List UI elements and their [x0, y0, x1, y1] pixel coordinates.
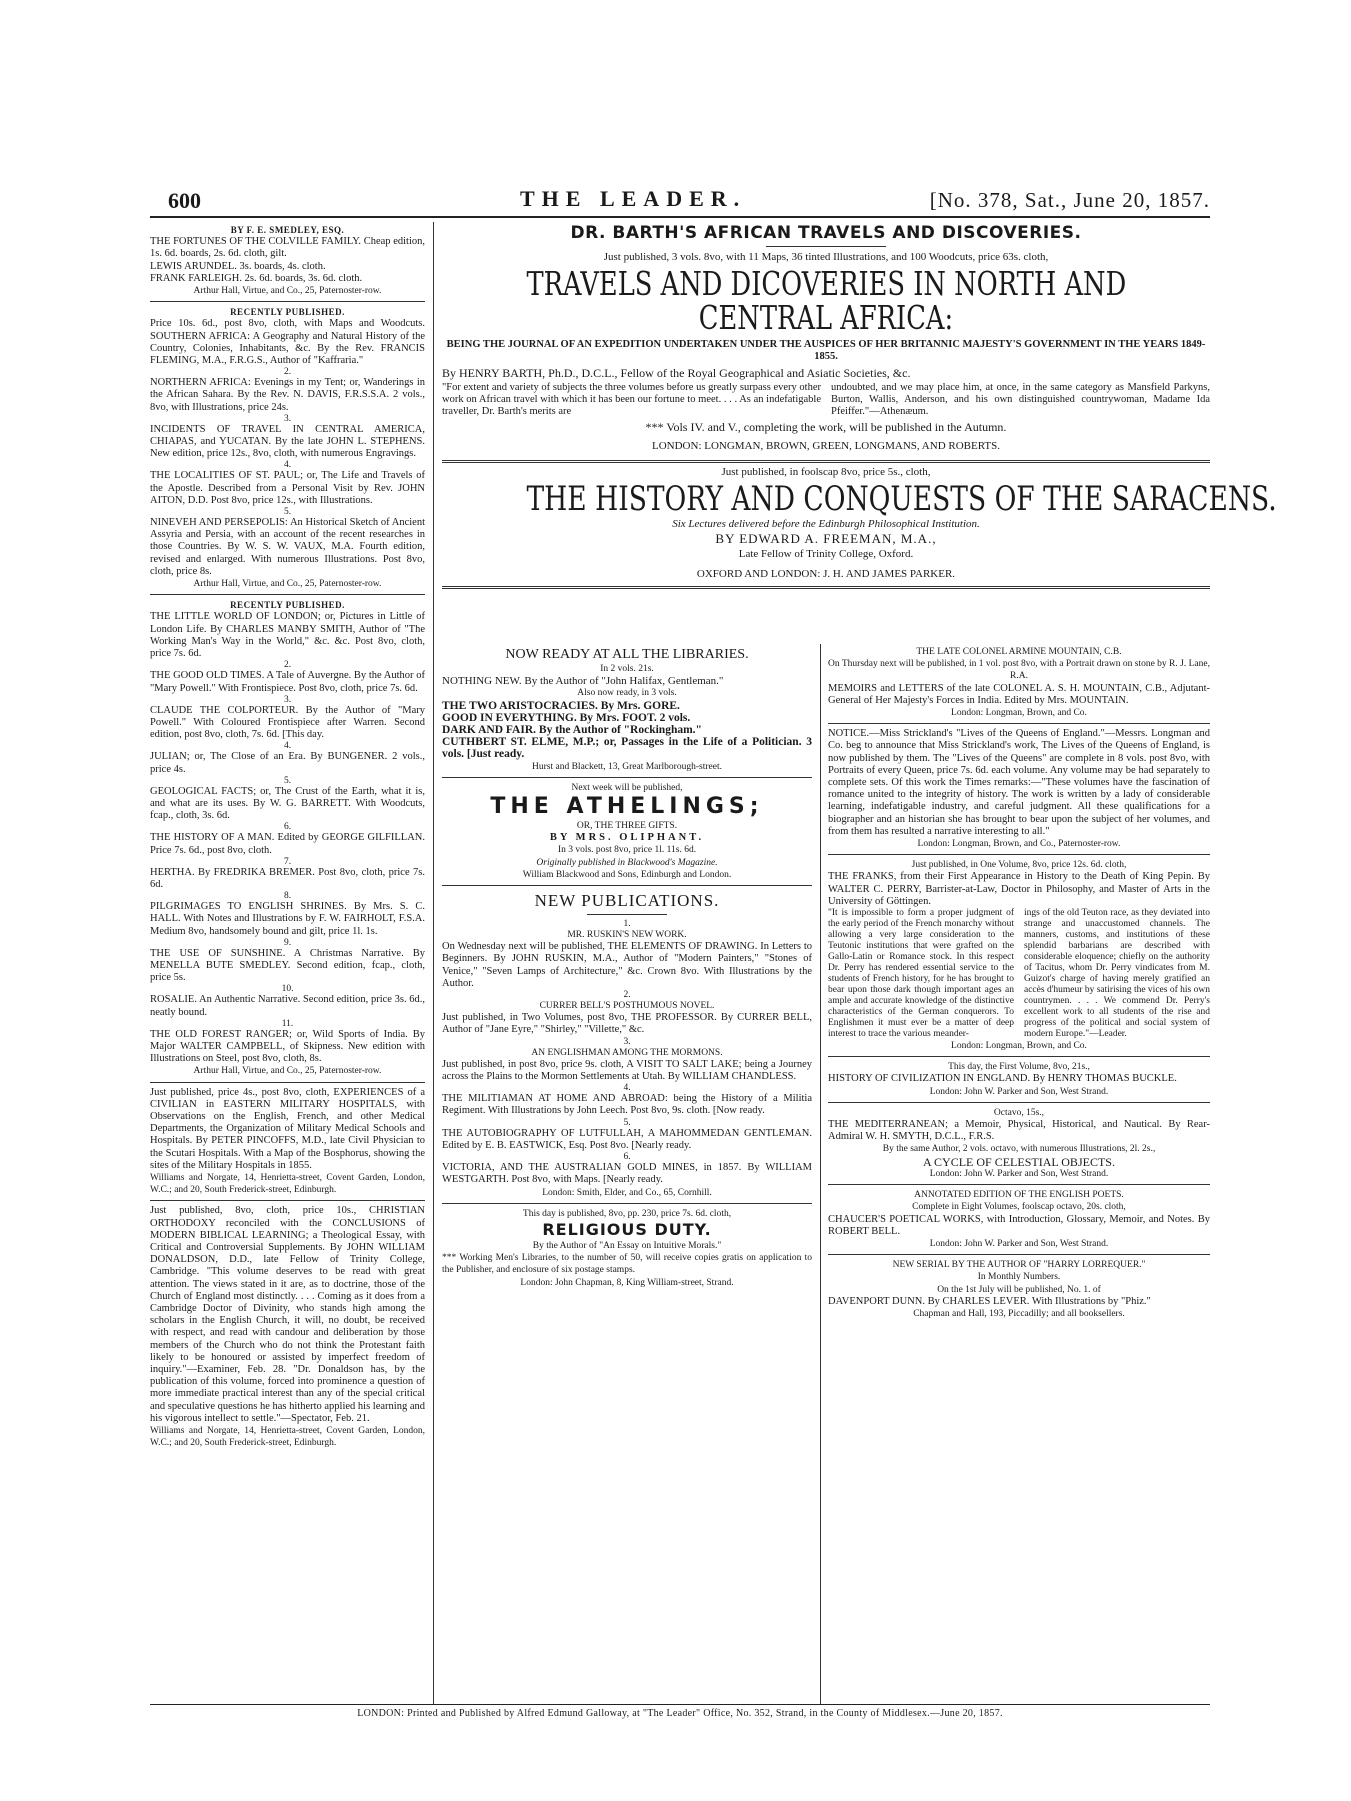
religious-author: By the Author of "An Essay on Intuitive Morals."	[532, 1240, 722, 1251]
publisher-line: London: John W. Parker and Son, West Strand.	[929, 1086, 1109, 1097]
divider	[442, 777, 812, 778]
strickland-notice: NOTICE.—Miss Strickland's "Lives of the Queens of England."—Messrs. Longman and Co. beg to announce that Miss Strickland's work, The Lives of the Queens of England, is now published by them. The "Lives of the Queens" are complete in 8 vols. post 8vo, with Portraits of every Queen, price 7s. 6d. each volume. Any volume may be had separately to complete sets. Of this work the Times remarks:—"These volumes have the fascination of romance united to the integrity of history. The work is written by a lady of considerable learning, indefatigable industry, and careful judgment. All these qualifications for a biographer and an historian she has brought to bear upon the subject of her volumes, and from them has resulted a narrative interesting to all."	[828, 728, 1210, 837]
list-item: THE LOCALITIES OF ST. PAUL; or, The Life and Travels of the Apostle. Described from a Personal Visit by Rev. JOHN AITON, D.D. Post 8vo, price 12s., with Illustrations.	[150, 470, 425, 506]
cycle-title: A CYCLE OF CELESTIAL OBJECTS.	[923, 1154, 1115, 1169]
list-item: FRANK FARLEIGH. 2s. 6d. boards, 3s. 6d. cloth.	[150, 272, 363, 284]
annotated-heading: ANNOTATED EDITION OF THE ENGLISH POETS.	[914, 1190, 1124, 1201]
divider	[442, 460, 1210, 463]
july-line: On the 1st July will be published, No. 1. of	[937, 1284, 1101, 1295]
publisher-line: London: Longman, Brown, and Co., Paternoster-row.	[917, 839, 1121, 850]
saracens-just-published: Just published, in foolscap 8vo, price 5s., cloth,	[721, 466, 931, 478]
divider	[587, 914, 667, 915]
item-number: 6.	[283, 822, 292, 833]
column-rule	[820, 644, 821, 1704]
list-item: JULIAN; or, The Close of an Era. By BUNGENER. 2 vols., price 4s.	[150, 751, 425, 775]
item-number: 3.	[623, 1036, 631, 1047]
divider	[828, 1254, 1210, 1255]
publisher-line: London: Longman, Brown, and Co.	[951, 708, 1087, 719]
page-header	[150, 182, 1210, 218]
divider	[828, 1056, 1210, 1057]
divider	[766, 246, 886, 247]
mediterranean-advert: THE MEDITERRANEAN; a Memoir, Physical, Historical, and Nautical. By Rear-Admiral W. H. SMYTH, D.C.L., F.R.S.	[828, 1119, 1210, 1143]
item-number: 2.	[283, 660, 292, 671]
saracens-subtitle: Six Lectures delivered before the Edinburgh Philosophical Institution.	[672, 518, 980, 531]
list-item: On Wednesday next will be published, THE ELEMENTS OF DRAWING. In Letters to Beginners. By JOHN RUSKIN, M.A., Author of "Modern Painters," "Stones of Venice," "Seven Lamps of Architecture," &c. Crown 8vo. With Illustrations by the Author.	[442, 941, 812, 989]
list-item: PILGRIMAGES TO ENGLISH SHRINES. By Mrs. S. C. HALL. With Notes and Illustrations by F. W. FAIRHOLT, F.S.A. Medium 8vo, handsomely bound and gilt, price 1l. 1s.	[150, 901, 425, 937]
religious-title: RELIGIOUS DUTY.	[542, 1219, 712, 1239]
publisher-line: Williams and Norgate, 14, Henrietta-street, Covent Garden, London, W.C.; and 20, South Frederick-street, Edinburgh.	[150, 1173, 425, 1196]
item-number: 5.	[283, 507, 292, 518]
book-item: CUTHBERT ST. ELME, M.P.; or, Passages in the Life of a Politician. 3 vols. [Just ready.	[442, 736, 812, 761]
divider	[828, 723, 1210, 724]
list-item: THE GOOD OLD TIMES. A Tale of Auvergne. By the Author of "Mary Powell." With Frontispiece. Post 8vo, cloth, price 7s. 6d.	[150, 670, 425, 694]
newspaper-page	[150, 182, 1277, 1727]
byline: BY F. E. SMEDLEY, ESQ.	[230, 225, 345, 235]
barth-review-left: "For extent and variety of subjects the three volumes before us greatly surpass every other work on African travel with which it has been our fortune to meet. . . . As an indefatigable traveller, Dr. Barth's merits are	[442, 381, 821, 418]
item-number: 5.	[623, 1117, 631, 1128]
new-publications-heading: NEW PUBLICATIONS.	[534, 891, 720, 911]
saracens-title: THE HISTORY AND CONQUESTS OF THE SARACENS.	[526, 479, 1277, 520]
franks-preface: Just published, in One Volume, 8vo, price 12s. 6d. cloth,	[911, 860, 1127, 871]
barth-vols-note: *** Vols IV. and V., completing the work, will be published in the Autumn.	[645, 420, 1007, 435]
list-item: ROSALIE. An Authentic Narrative. Second edition, price 3s. 6d., neatly bound.	[150, 994, 425, 1018]
civilization-advert: HISTORY OF CIVILIZATION IN ENGLAND. By HENRY THOMAS BUCKLE.	[828, 1073, 1177, 1085]
publisher-line: Williams and Norgate, 14, Henrietta-street, Covent Garden, London, W.C.; and 20, South Frederick-street, Edinburgh.	[150, 1426, 425, 1449]
item-preface: MR. RUSKIN'S NEW WORK.	[567, 930, 687, 941]
item-number: 2.	[283, 367, 292, 378]
publisher-line: Arthur Hall, Virtue, and Co., 25, Paternoster-row.	[193, 579, 382, 590]
publisher-line: London: John W. Parker and Son, West Strand.	[929, 1168, 1109, 1179]
davenport-advert: DAVENPORT DUNN. By CHARLES LEVER. With Illustrations by "Phiz."	[828, 1295, 1151, 1307]
masthead: THE LEADER.	[520, 186, 747, 211]
saracens-fellow: Late Fellow of Trinity College, Oxford.	[738, 547, 914, 560]
franks-review	[828, 908, 1210, 1040]
list-item: THE AUTOBIOGRAPHY OF LUTFULLAH, A MAHOMMEDAN GENTLEMAN. Edited by E. B. EASTWICK, Esq. Post 8vo. [Nearly ready.	[442, 1127, 812, 1151]
chaucer-advert: CHAUCER'S POETICAL WORKS, with Introduction, Glossary, Memoir, and Notes. By ROBERT BELL.	[828, 1213, 1210, 1237]
item-number: 4.	[623, 1083, 631, 1094]
divider	[828, 854, 1210, 855]
athelings-subtitle: OR, THE THREE GIFTS.	[576, 821, 678, 832]
left-column	[150, 224, 425, 1449]
column-rule	[433, 222, 434, 1704]
item-number: 1.	[623, 919, 631, 930]
item-number: 6.	[623, 1152, 631, 1163]
item-preface: CURRER BELL'S POSTHUMOUS NOVEL.	[539, 1001, 715, 1012]
book-item: THE TWO ARISTOCRACIES. By Mrs. GORE.	[442, 699, 680, 712]
list-item: HERTHA. By FREDRIKA BREMER. Post 8vo, cloth, price 7s. 6d.	[150, 866, 425, 890]
middle-column	[442, 646, 812, 1289]
book-item: DARK AND FAIR. By the Author of "Rockingham."	[442, 724, 702, 737]
barth-review-right: undoubted, and we may place him, at once, in the same category as Mansfield Parkyns, Burton, Wallis, Anderson, and his own distinguished countrywoman, Madame Ida Pfeiffer."—Athenæum.	[831, 381, 1210, 418]
new-publications-list	[442, 919, 812, 1186]
divider	[150, 1200, 425, 1201]
barth-title-2: CENTRAL AFRICA:	[698, 298, 954, 338]
list-item: THE USE OF SUNSHINE. A Christmas Narrative. By MENELLA BUTE SMEDLEY. Second edition, fcap., cloth, price 5s.	[150, 947, 425, 984]
section-heading: RECENTLY PUBLISHED.	[230, 307, 345, 318]
smedley-list	[150, 236, 425, 285]
list-item: THE OLD FOREST RANGER; or, Wild Sports of India. By Major WALTER CAMPBELL, of Skipness. New edition with Illustrations on Steel, post 8vo, cloth, 8s.	[150, 1028, 425, 1065]
right-column	[828, 646, 1210, 1320]
recent-list-2	[150, 611, 425, 1065]
mountain-preface: On Thursday next will be published, in 1 vol. post 8vo, with a Portrait drawn on stone by R. J. Lane, R.A.	[828, 659, 1210, 682]
same-author-line: By the same Author, 2 vols. octavo, with numerous Illustrations, 2l. 2s.,	[882, 1144, 1156, 1155]
item-number: 11.	[281, 1018, 294, 1029]
page-number: 600	[168, 188, 201, 213]
barth-subtitle: BEING THE JOURNAL OF AN EXPEDITION UNDERTAKEN UNDER THE AUSPICES OF HER BRITANNIC MAJESTY'S GOVERNMENT IN THE YEARS 1849-1855.	[446, 339, 1206, 363]
item-preface: AN ENGLISHMAN AMONG THE MORMONS.	[531, 1047, 723, 1058]
list-item: LEWIS ARUNDEL. 3s. boards, 4s. cloth.	[150, 260, 326, 272]
list-item: Price 10s. 6d., post 8vo, cloth, with Maps and Woodcuts. SOUTHERN AFRICA: A Geography and Natural History of the Country, Colonies, Inhabitants, &c. By the Rev. FRANCIS FLEMING, M.A., F.R.G.S., Author of "Kaffraria."	[150, 318, 425, 367]
barth-heading: DR. BARTH'S AFRICAN TRAVELS AND DISCOVERIES.	[570, 223, 1082, 243]
list-item: NORTHERN AFRICA: Evenings in my Tent; or, Wanderings in the African Sahara. By the Rev. N. DAVIS, F.R.S.S.A. 2 vols., 8vo, with Illustrations, price 24s.	[150, 377, 425, 413]
item-number: 8.	[283, 891, 292, 902]
publisher-line: Hurst and Blackett, 13, Great Marlborough-street.	[532, 761, 722, 772]
publisher-line: William Blackwood and Sons, Edinburgh and London.	[522, 869, 732, 880]
item-number: 9.	[283, 937, 292, 948]
divider	[150, 1082, 425, 1083]
athelings-title: THE ATHELINGS;	[490, 794, 764, 820]
item-number: 3.	[283, 694, 292, 705]
list-item: CLAUDE THE COLPORTEUR. By the Author of "Mary Powell." With Coloured Frontispiece after Warren. Second edition, post 8vo, cloth, 7s. 6d. [This day.	[150, 704, 425, 741]
religious-preface: This day is published, 8vo, pp. 230, price 7s. 6d. cloth,	[522, 1208, 732, 1219]
mountain-advert: MEMOIRS and LETTERS of the late COLONEL A. S. H. MOUNTAIN, C.B., Adjutant-General of Her Majesty's Forces in India. Edited by Mrs. MOUNTAIN.	[828, 682, 1210, 706]
header-rule	[150, 216, 1210, 218]
divider	[442, 586, 1210, 589]
publisher-line: Chapman and Hall, 193, Piccadilly; and all booksellers.	[913, 1308, 1125, 1319]
serial-heading: NEW SERIAL BY THE AUTHOR OF "HARRY LORREQUER."	[892, 1260, 1146, 1271]
book-item: GOOD IN EVERYTHING. By Mrs. FOOT. 2 vols.	[442, 711, 691, 724]
recent-list-1	[150, 318, 425, 578]
athelings-price: In 3 vols. post 8vo, price 1l. 11s. 6d.	[557, 845, 697, 856]
barth-just-published: Just published, 3 vols. 8vo, with 11 Maps, 36 tinted Illustrations, and 100 Woodcuts, price 63s. cloth,	[603, 251, 1049, 263]
list-item: INCIDENTS OF TRAVEL IN CENTRAL AMERICA, CHIAPAS, and YUCATAN. By the late JOHN L. STEPHENS. New edition, price 12s., 8vo, cloth, with numerous Engravings.	[150, 423, 425, 460]
franks-review-right: ings of the old Teuton race, as they deviated into strange and unaccustomed channels. The manners, customs, and institutions of these splendid barbarians are described with considerable eloquence; chiefly on the authority of Tacitus, whom Dr. Perry vindicates from M. Guizot's charge of having merely gratified an accès d'humeur by satirising the vices of his own countrymen. . . . We commend Dr. Perry's excellent work to all students of the rise and progress of the political and social system of modern Europe."—Leader.	[1024, 908, 1210, 1040]
barth-author: By HENRY BARTH, Ph.D., D.C.L., Fellow of the Royal Geographical and Asiatic Societies, &c.	[442, 365, 911, 380]
list-item: Just published, in post 8vo, price 9s. cloth, A VISIT TO SALT LAKE; being a Journey across the Plains to the Mormon Settlements at Utah. By WILLIAM CHANDLESS.	[442, 1058, 812, 1083]
publisher-line: London: Smith, Elder, and Co., 65, Cornhill.	[542, 1187, 712, 1198]
barth-advert	[442, 222, 1210, 468]
publisher-line: London: John W. Parker and Son, West Strand.	[929, 1238, 1109, 1249]
item-number: 7.	[283, 856, 292, 867]
list-item: NINEVEH AND PERSEPOLIS: An Historical Sketch of Ancient Assyria and Persia, with an account of the recent researches in those Countries. By W. S. W. VAUX, M.A. Fourth edition, revised and enlarged. With numerous Illustrations. Post 8vo, cloth, price 8s.	[150, 517, 425, 577]
item-number: 10.	[281, 984, 294, 995]
civilization-preface: This day, the First Volume, 8vo, 21s.,	[948, 1062, 1090, 1073]
athelings-origin: Originally published in Blackwood's Magazine.	[536, 857, 718, 868]
saracens-advert	[442, 466, 1277, 594]
section-heading: RECENTLY PUBLISHED.	[230, 600, 345, 611]
barth-title-1: TRAVELS AND DICOVERIES IN NORTH AND	[526, 264, 1127, 304]
divider	[828, 1102, 1210, 1103]
list-item: THE LITTLE WORLD OF LONDON; or, Pictures in Little of London Life. By CHARLES MANBY SMITH, Author of "The Working Man's Way in the World," &c. &c. Post 8vo, cloth, price 7s. 6d.	[150, 611, 425, 660]
list-item: THE HISTORY OF A MAN. Edited by GEORGE GILFILLAN. Price 7s. 6d., post 8vo, cloth.	[150, 832, 425, 856]
now-ready-heading: NOW READY AT ALL THE LIBRARIES.	[505, 647, 749, 662]
issue-line: [No. 378, Sat., June 20, 1857.	[929, 188, 1210, 212]
octavo-line: Octavo, 15s.,	[993, 1107, 1045, 1118]
divider	[150, 301, 425, 302]
book-nothing-new: NOTHING NEW. By the Author of "John Halifax, Gentleman."	[442, 675, 724, 688]
advert-experiences: Just published, price 4s., post 8vo, cloth, EXPERIENCES of a CIVILIAN in EASTERN MILITARY HOSPITALS, with Observations on the English, French, and other Medical Departments, the Organization of Military Medical Schools and Hospitals. By PETER PINCOFFS, M.D., late Civil Physician to the Scutari Hospitals. With a Map of the Bosphorus, showing the sites of the Military Hospitals in 1855.	[150, 1086, 425, 1171]
item-number: 5.	[283, 775, 292, 786]
list-item: THE FORTUNES OF THE COLVILLE FAMILY. Cheap edition, 1s. 6d. boards, 2s. 6d. cloth, gilt.	[150, 236, 425, 260]
next-week: Next week will be published,	[571, 782, 683, 793]
monthly-line: In Monthly Numbers.	[977, 1272, 1061, 1283]
mountain-heading: THE LATE COLONEL ARMINE MOUNTAIN, C.B.	[916, 647, 1122, 657]
publisher-line: Arthur Hall, Virtue, and Co., 25, Paternoster-row.	[193, 286, 382, 297]
publisher-line: London: John Chapman, 8, King William-street, Strand.	[520, 1277, 734, 1288]
divider	[442, 885, 812, 886]
list-item: GEOLOGICAL FACTS; or, The Crust of the Earth, what it is, and what are its uses. By W. G. BARRETT. With Woodcuts, fcap., cloth, 3s. 6d.	[150, 785, 425, 822]
athelings-author: BY MRS. OLIPHANT.	[549, 832, 705, 844]
also-ready: Also now ready, in 3 vols.	[577, 688, 677, 699]
price-line: In 2 vols. 21s.	[600, 664, 654, 674]
item-number: 4.	[283, 741, 292, 752]
chaucer-preface: Complete in Eight Volumes, foolscap octavo, 20s. cloth,	[912, 1202, 1126, 1213]
publisher-line: Arthur Hall, Virtue, and Co., 25, Paternoster-row.	[193, 1066, 382, 1077]
saracens-publisher: OXFORD AND LONDON: J. H. AND JAMES PARKER.	[696, 567, 956, 580]
franks-advert: THE FRANKS, from their First Appearance in History to the Death of King Pepin. By WALTER C. PERRY, Barrister-at-Law, Doctor in Philosophy, and Master of Arts in the University of Göttingen.	[828, 871, 1210, 907]
imprint-footer: LONDON: Printed and Published by Alfred Edmund Galloway, at "The Leader" Office, No. 352, Strand, in the County of Middlesex.—June 20, 1857.	[357, 1708, 1003, 1719]
footer-rule	[150, 1704, 1210, 1705]
franks-review-left: "It is impossible to form a proper judgment of the early period of the French monarchy without allowing a very large consideration to the Teutonic institutions that were grafted on the Gallo-Latin or Romance stock. In this respect Dr. Perry has rendered essential service to the students of French history, for he has brought to bear upon those dark though important ages an ample and accurate knowledge of the distinctive characteristics of the German conquerors. To Englishmen it must ever be a matter of deep interest to trace the various meander-	[828, 908, 1014, 1040]
list-item: THE MILITIAMAN AT HOME AND ABROAD: being the History of a Militia Regiment. With Illustrations by John Leech. Post 8vo, 9s. cloth. [Now ready.	[442, 1093, 812, 1117]
barth-review	[442, 382, 1210, 419]
religious-note: *** Working Men's Libraries, to the number of 50, will receive copies gratis on application to the Publisher, and enclosure of six postage stamps.	[442, 1253, 812, 1276]
saracens-author: BY EDWARD A. FREEMAN, M.A.,	[715, 531, 937, 547]
advert-orthodoxy: Just published, 8vo, cloth, price 10s., CHRISTIAN ORTHODOXY reconciled with the CONCLUSIONS of MODERN BIBLICAL LEARNING; a Theological Essay, with Critical and Controversial Supplements. By JOHN WILLIAM DONALDSON, D.D., late Fellow of Trinity College, Cambridge. "This volume deserves to be read with great attention. The views stated in it are, as to doctrine, those of the Church of England most distinctly. . . . Coming as it does from a Cambridge Doctor of Divinity, who stands high among the scholars in the English Church, it will, no doubt, be received with respect, and read with candour and deliberation by those members of the Church who do not think the Protestant faith likely to be honoured or assisted by imperfect freedom of inquiry."—Examiner, Feb. 28. "Dr. Donaldson has, by the publication of this volume, forced into prominence a question of more immediate practical interest than any of the special critical and speculative questions he has hitherto applied his learning and his vigorous intellect to settle."—Spectator, Feb. 21.	[150, 1205, 425, 1424]
list-item: Just published, in Two Volumes, post 8vo, THE PROFESSOR. By CURRER BELL, Author of "Jane Eyre," "Shirley," "Villette," &c.	[442, 1012, 812, 1036]
list-item: VICTORIA, AND THE AUSTRALIAN GOLD MINES, in 1857. By WILLIAM WESTGARTH. Post 8vo, with Maps. [Nearly ready.	[442, 1162, 812, 1186]
divider	[828, 1184, 1210, 1185]
item-number: 4.	[283, 460, 292, 471]
barth-publisher: LONDON: LONGMAN, BROWN, GREEN, LONGMANS, AND ROBERTS.	[652, 439, 1000, 452]
item-number: 3.	[283, 413, 292, 424]
divider	[150, 594, 425, 595]
publisher-line: London: Longman, Brown, and Co.	[951, 1041, 1087, 1052]
divider	[442, 1203, 812, 1204]
item-number: 2.	[623, 990, 631, 1001]
